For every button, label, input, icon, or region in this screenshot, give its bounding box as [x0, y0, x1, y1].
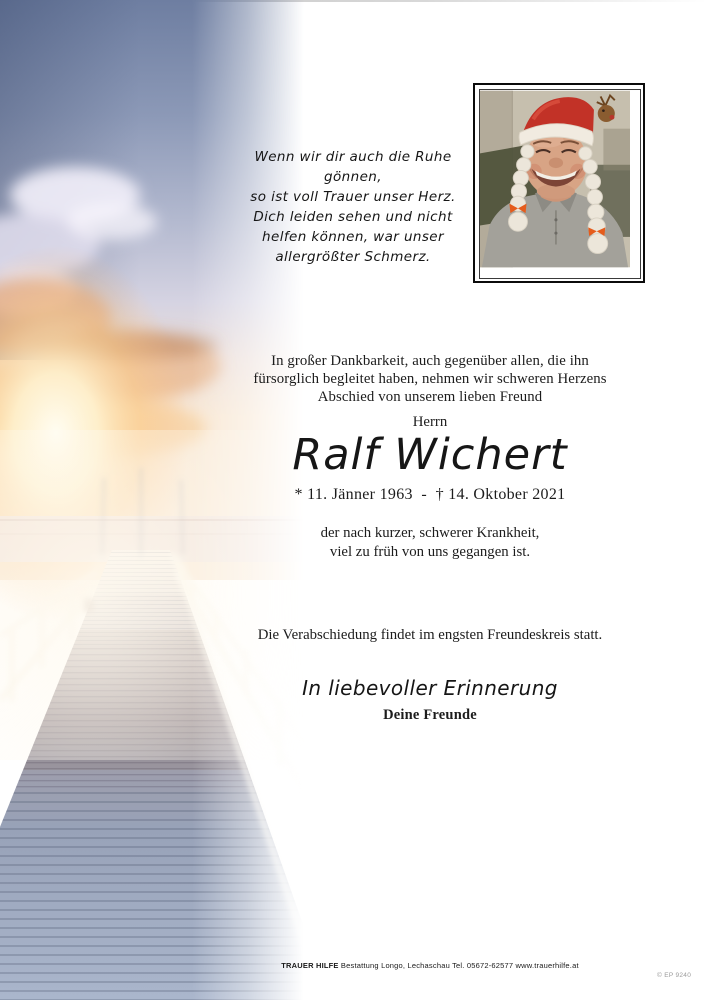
deceased-name: Ralf Wichert: [292, 430, 568, 480]
portrait-photo: [479, 89, 641, 279]
poem-line: allergrößter Schmerz.: [275, 249, 431, 265]
passing-line: der nach kurzer, schwerer Krankheit,: [320, 525, 540, 541]
remembrance-line: In liebevoller Erinnerung: [302, 676, 558, 700]
intro-line: Abschied von unserem lieben Freund: [317, 389, 543, 405]
funeral-home-brand: TRAUER HILFE: [281, 961, 339, 970]
poem-line: helfen können, war unser: [262, 229, 444, 245]
poem-line: Dich leiden sehen und nicht: [253, 209, 453, 225]
portrait-man-santa-hat: [480, 90, 630, 268]
passing-line: viel zu früh von uns gegangen ist.: [329, 543, 531, 560]
intro-line: In großer Dankbarkeit, auch gegenüber allen, die ihn: [271, 353, 589, 369]
birth-death-dates: * 11. Jänner 1963 - † 14. Oktober 2021: [294, 486, 566, 503]
poem-line: Wenn wir dir auch die Ruhe gönnen,: [254, 149, 452, 185]
farewell-notice: Die Verabschiedung findet im engsten Freundeskreis statt.: [257, 627, 603, 643]
portrait-photo-frame: [473, 83, 645, 283]
intro-line: fürsorglich begleitet haben, nehmen wir schweren Herzens: [253, 371, 607, 387]
funeral-home-footer: [152, 961, 707, 970]
print-copyright: © EP 9240: [657, 972, 692, 979]
poem-line: so ist voll Trauer unser Herz.: [250, 189, 456, 205]
passing-text: [152, 524, 707, 561]
mourners-line: Deine Freunde: [383, 707, 477, 723]
poem: [228, 147, 478, 267]
salutation: Herrn: [412, 414, 448, 430]
funeral-home-info: Bestattung Longo, Lechaschau Tel. 05672-62577 www.trauerhilfe.at: [338, 961, 579, 970]
announcement-intro: [152, 352, 707, 406]
